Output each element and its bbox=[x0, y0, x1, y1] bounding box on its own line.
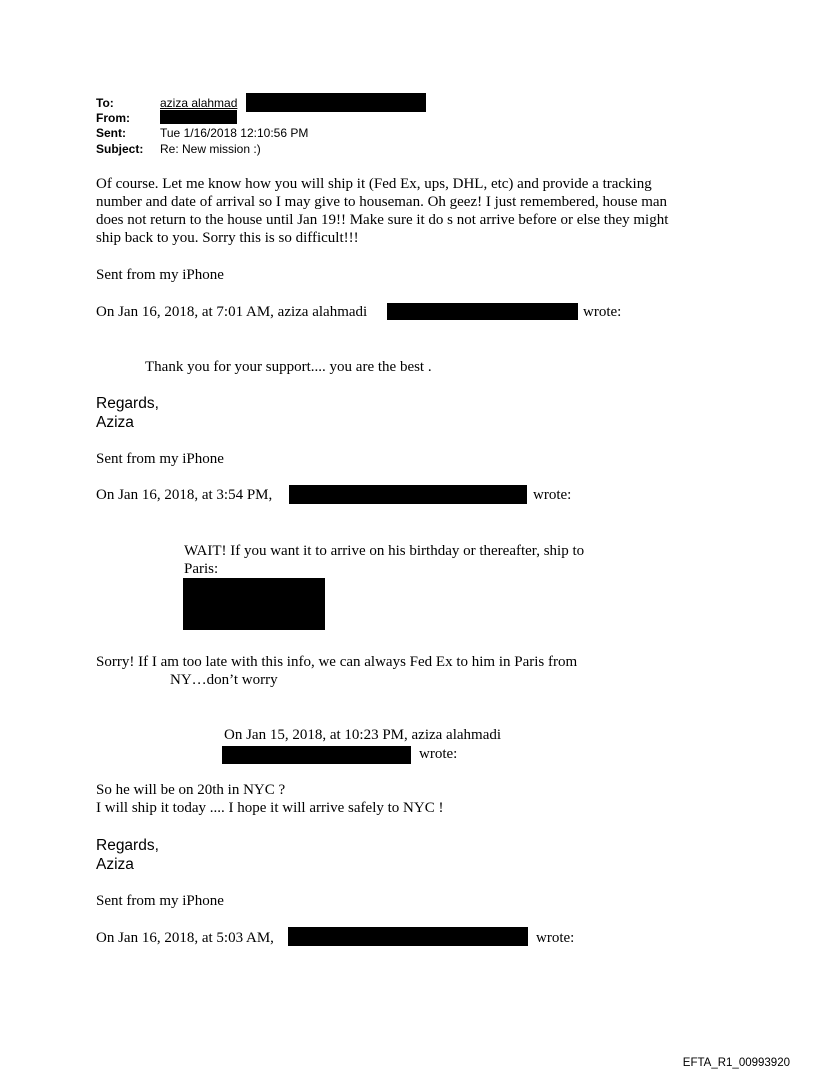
from-label: From: bbox=[96, 111, 130, 125]
body-text-line: I will ship it today .... I hope it will arrive safely to NYC ! bbox=[96, 800, 444, 816]
redaction-box bbox=[387, 303, 578, 320]
to-label: To: bbox=[96, 96, 114, 110]
body-text-line: Of course. Let me know how you will ship it (Fed Ex, ups, DHL, etc) and provide a tracking bbox=[96, 176, 652, 192]
quote-wrote: wrote: bbox=[533, 487, 572, 503]
redaction-box bbox=[289, 485, 527, 504]
body-text-line: So he will be on 20th in NYC ? bbox=[96, 782, 286, 798]
quote-attribution: On Jan 16, 2018, at 7:01 AM, aziza alahmadi bbox=[96, 304, 368, 320]
redaction-box bbox=[246, 93, 426, 112]
to-value: aziza alahmad bbox=[160, 96, 238, 110]
body-text-line: Paris: bbox=[184, 561, 219, 577]
quote-wrote: wrote: bbox=[536, 930, 575, 946]
sent-label: Sent: bbox=[96, 126, 126, 140]
regards-line: Regards, bbox=[96, 395, 159, 412]
sent-from-signature: Sent from my iPhone bbox=[96, 267, 224, 283]
quote-attribution: On Jan 16, 2018, at 5:03 AM, bbox=[96, 930, 274, 946]
body-text-line: ship back to you. Sorry this is so difficult!!! bbox=[96, 230, 359, 246]
signature-name: Aziza bbox=[96, 414, 134, 431]
sent-value: Tue 1/16/2018 12:10:56 PM bbox=[160, 126, 309, 140]
regards-line: Regards, bbox=[96, 837, 159, 854]
redaction-box bbox=[183, 578, 325, 630]
signature-name: Aziza bbox=[96, 856, 134, 873]
sent-from-signature: Sent from my iPhone bbox=[96, 893, 224, 909]
quote-wrote: wrote: bbox=[583, 304, 622, 320]
body-text-line: Sorry! If I am too late with this info, we can always Fed Ex to him in Paris from bbox=[96, 654, 578, 670]
document-id: EFTA_R1_00993920 bbox=[682, 1057, 790, 1069]
subject-label: Subject: bbox=[96, 142, 144, 156]
body-text-line: does not return to the house until Jan 19!! Make sure it do s not arrive before or else they might bbox=[96, 212, 669, 228]
body-text-line: number and date of arrival so I may give to houseman. Oh geez! I just remembered, house man bbox=[96, 194, 668, 210]
quote-attribution: On Jan 16, 2018, at 3:54 PM, bbox=[96, 487, 273, 503]
redaction-box bbox=[160, 110, 237, 124]
body-text-line: NY…don’t worry bbox=[170, 672, 278, 688]
quote-wrote: wrote: bbox=[419, 746, 458, 762]
redaction-box bbox=[288, 927, 528, 946]
body-text-line: WAIT! If you want it to arrive on his birthday or thereafter, ship to bbox=[184, 543, 585, 559]
subject-value: Re: New mission :) bbox=[160, 142, 261, 156]
quote-attribution: On Jan 15, 2018, at 10:23 PM, aziza alahmadi bbox=[224, 727, 502, 743]
redaction-box bbox=[222, 746, 411, 764]
body-text-line: Thank you for your support.... you are the best . bbox=[145, 359, 432, 375]
sent-from-signature: Sent from my iPhone bbox=[96, 451, 224, 467]
